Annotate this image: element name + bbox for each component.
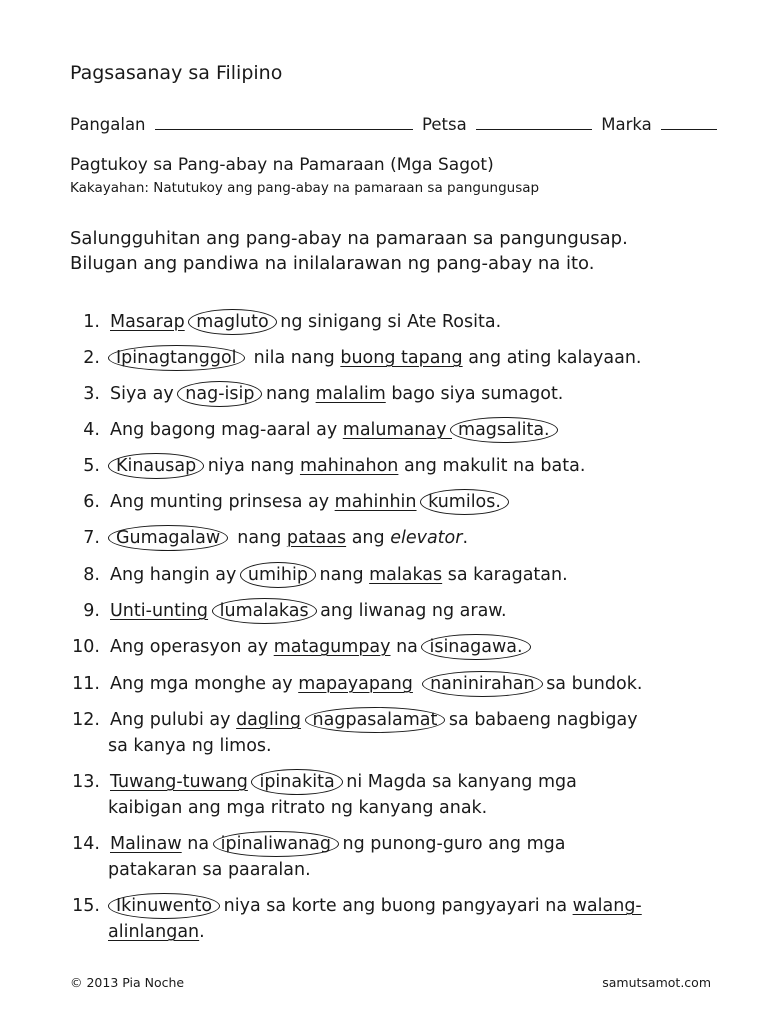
circled-verb: Ikinuwento — [108, 893, 220, 919]
sentence-text: na — [390, 637, 424, 657]
sentence-text: ng punong-guro ang mga — [336, 834, 566, 854]
italic-term: elevator — [390, 528, 463, 548]
sentence-line — [110, 348, 642, 368]
item-number: 9. — [83, 601, 100, 621]
circled-verb: ipinakita — [251, 769, 342, 795]
sentence-text: Ang operasyon ay — [110, 637, 274, 657]
sentence-line — [110, 710, 638, 730]
sentence-text: nang — [313, 565, 370, 585]
underlined-adverb: mahinhin — [334, 492, 417, 512]
item-number: 5. — [83, 456, 100, 476]
date-blank — [476, 113, 592, 130]
item-number: 7. — [83, 528, 100, 548]
sentence-text: niya nang — [202, 456, 300, 476]
sentence-text: Siya ay — [110, 384, 180, 404]
circled-verb: Gumagalaw — [108, 525, 228, 551]
sentence-line — [110, 565, 568, 585]
sentence-text: na — [181, 834, 215, 854]
item-number: 8. — [83, 565, 100, 585]
name-label: Pangalan — [70, 115, 146, 134]
page-title: Pagsasanay sa Filipino — [70, 62, 283, 84]
item-number: 10. — [72, 637, 100, 657]
sentence-text: nang — [260, 384, 316, 404]
sentence-text: sa kanya ng limos. — [108, 736, 272, 756]
sentence-text: patakaran sa paaralan. — [108, 860, 311, 880]
sentence-text: bago siya sumagot. — [385, 384, 564, 404]
underlined-adverb: mahinahon — [299, 456, 399, 476]
sentence-line — [108, 798, 487, 818]
sentence-line — [110, 420, 556, 440]
underlined-adverb: Malinaw — [110, 834, 182, 854]
item-number: 14. — [72, 834, 100, 854]
underlined-adverb: matagumpay — [273, 637, 391, 657]
item-number: 12. — [72, 710, 100, 730]
underlined-adverb: pataas — [286, 528, 347, 548]
date-label: Petsa — [422, 115, 467, 134]
sentence-text: ng sinigang si Ate Rosita. — [274, 312, 502, 332]
sentence-text: ang liwanag ng araw. — [314, 601, 507, 621]
circled-verb: nag-isip — [177, 381, 262, 407]
sentence-line — [110, 528, 468, 548]
circled-verb: magsalita. — [450, 417, 558, 443]
underlined-adverb: malumanay — [342, 420, 453, 440]
sentence-line — [110, 312, 501, 332]
underlined-adverb: walang- — [572, 896, 642, 916]
sentence-line — [110, 456, 585, 476]
sentence-text: Ang bagong mag-aaral ay — [110, 420, 343, 440]
sentence-text: Ang munting prinsesa ay — [110, 492, 335, 512]
sentence-line — [110, 674, 642, 694]
underlined-adverb: buong tapang — [340, 348, 463, 368]
instruction-line: Salungguhitan ang pang-abay na pamaraan sa pangungusap. — [70, 228, 628, 249]
sentence-text: niya sa korte ang buong pangyayari na — [218, 896, 573, 916]
sentence-line — [110, 834, 565, 854]
sentence-text: kaibigan ang mga ritrato ng kanyang anak. — [108, 798, 488, 818]
instruction-line: Bilugan ang pandiwa na inilalarawan ng pang-abay na ito. — [70, 253, 595, 274]
student-info-row — [70, 113, 721, 134]
grade-label: Marka — [601, 115, 652, 134]
item-number: 4. — [83, 420, 100, 440]
underlined-adverb: Tuwang-tuwang — [110, 772, 248, 792]
item-number: 13. — [72, 772, 100, 792]
site-credit: samutsamot.com — [602, 975, 711, 990]
sentence-text: sa babaeng nagbigay — [443, 710, 638, 730]
circled-verb: naninirahan — [422, 671, 543, 697]
circled-verb: lumalakas — [212, 598, 317, 624]
circled-verb: Kinausap — [108, 453, 204, 479]
underlined-adverb: malakas — [369, 565, 443, 585]
underlined-adverb: malalim — [315, 384, 386, 404]
sentence-text: Ang mga monghe ay — [110, 674, 299, 694]
sentence-text: . — [199, 922, 205, 942]
sentence-text: . — [462, 528, 469, 548]
sentence-line — [110, 772, 577, 792]
sentence-line — [110, 384, 563, 404]
underlined-adverb: alinlangan — [108, 922, 200, 942]
circled-verb: magluto — [188, 309, 276, 335]
copyright-notice: © 2013 Pia Noche — [70, 975, 185, 990]
sentence-text: sa karagatan. — [442, 565, 568, 585]
sentence-text: Ang pulubi ay — [110, 710, 237, 730]
name-blank — [155, 113, 413, 130]
sentence-text: nila nang — [242, 348, 341, 368]
underlined-adverb: mapayapang — [298, 674, 413, 694]
item-number: 1. — [83, 312, 100, 332]
instructions — [70, 226, 750, 276]
underlined-adverb: dagling — [236, 710, 301, 730]
sentence-line — [108, 860, 311, 880]
sentence-text: sa bundok. — [540, 674, 643, 694]
sentence-text: Ang hangin ay — [110, 565, 242, 585]
worksheet-subtitle: Pagtukoy sa Pang-abay na Pamaraan (Mga Sagot) — [70, 155, 494, 175]
sentence-text: ni Magda sa kanyang mga — [340, 772, 577, 792]
item-number: 2. — [83, 348, 100, 368]
circled-verb: nagpasalamat — [305, 707, 446, 733]
circled-verb: Ipinagtanggol — [108, 345, 245, 371]
sentence-line — [108, 736, 272, 756]
skill-description: Kakayahan: Natutukoy ang pang-abay na pamaraan sa pangungusap — [70, 180, 540, 196]
item-number: 3. — [83, 384, 100, 404]
circled-verb: umihip — [240, 562, 316, 588]
sentence-text: nang — [226, 528, 287, 548]
underlined-adverb: Masarap — [110, 312, 185, 332]
sentence-text: ang ating kalayaan. — [462, 348, 642, 368]
item-number: 15. — [72, 896, 100, 916]
sentence-line — [110, 492, 507, 512]
item-number: 6. — [83, 492, 100, 512]
grade-blank — [661, 113, 717, 130]
sentence-line — [110, 896, 642, 916]
sentence-line — [110, 637, 529, 657]
item-number: 11. — [72, 674, 100, 694]
sentence-text: ang — [346, 528, 391, 548]
sentence-line — [108, 922, 205, 942]
underlined-adverb: Unti-unting — [110, 601, 209, 621]
sentence-line — [110, 601, 507, 621]
circled-verb: ipinaliwanag — [213, 831, 339, 857]
circled-verb: kumilos. — [420, 489, 509, 515]
sentence-text: ang makulit na bata. — [398, 456, 586, 476]
circled-verb: isinagawa. — [421, 634, 530, 660]
